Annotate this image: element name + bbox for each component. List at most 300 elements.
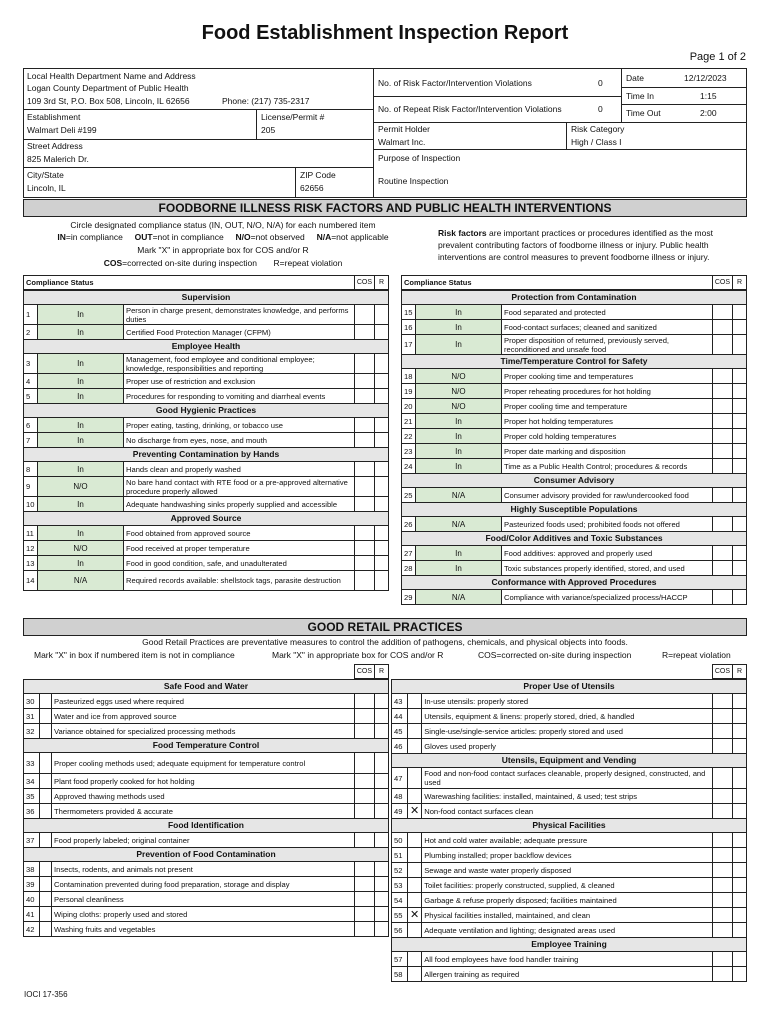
city-value: Lincoln, IL (27, 183, 66, 193)
violation-checkbox[interactable] (408, 952, 422, 967)
compliance-status[interactable]: In (38, 354, 124, 374)
compliance-status[interactable]: In (38, 556, 124, 571)
cos-checkbox[interactable] (713, 459, 733, 474)
repeat-checkbox[interactable] (733, 878, 747, 893)
cos-checkbox[interactable] (713, 893, 733, 908)
violation-checkbox[interactable] (408, 694, 422, 709)
item-description: No bare hand contact with RTE food or a pre-approved alternative procedure properly allowed (124, 477, 355, 497)
repeat-checkbox[interactable] (733, 369, 747, 384)
retail-item-row (24, 753, 389, 774)
lhd-label: Local Health Department Name and Address (27, 71, 196, 81)
cos-checkbox[interactable] (713, 908, 733, 923)
item-description: Proper use of restriction and exclusion (124, 374, 355, 389)
repeat-checkbox[interactable] (375, 354, 389, 374)
item-number: 18 (402, 369, 416, 384)
risk-item-row (24, 418, 389, 433)
repeat-checkbox[interactable] (375, 389, 389, 404)
item-description: Time as a Public Health Control; procedures & records (502, 459, 713, 474)
cos-checkbox[interactable] (355, 325, 375, 340)
cos-header: COS (354, 276, 374, 290)
cos-checkbox[interactable] (355, 907, 375, 922)
item-description: Toxic substances properly identified, stored, and used (502, 561, 713, 576)
repeat-checkbox[interactable] (375, 462, 389, 477)
repeat-checkbox[interactable] (733, 414, 747, 429)
repeat-checkbox[interactable] (733, 833, 747, 848)
good-instr-1: Good Retail Practices are preventative measures to control the addition of pathogens, chemicals, and physical objects into foods. (142, 637, 628, 647)
cos-checkbox[interactable] (713, 768, 733, 789)
cos-checkbox[interactable] (355, 556, 375, 571)
retail-item-row (24, 833, 389, 848)
item-number: 49 (392, 804, 408, 819)
repeat-checkbox[interactable] (375, 556, 389, 571)
repeat-checkbox[interactable] (733, 459, 747, 474)
item-description: Hot and cold water available; adequate pressure (422, 833, 713, 848)
cos-checkbox[interactable] (713, 488, 733, 503)
section-heading: Good Hygienic Practices (24, 404, 389, 418)
item-description: Required records available: shellstock tags, parasite destruction (124, 571, 355, 591)
repeat-checkbox[interactable] (733, 384, 747, 399)
cos-checkbox[interactable] (713, 923, 733, 938)
item-number: 56 (392, 923, 408, 938)
retail-item-row (24, 724, 389, 739)
cos-checkbox[interactable] (355, 374, 375, 389)
item-number: 46 (392, 739, 408, 754)
cos-checkbox[interactable] (355, 753, 375, 774)
violation-checkbox[interactable] (408, 768, 422, 789)
item-number: 2 (24, 325, 38, 340)
repeat-checkbox[interactable] (733, 908, 747, 923)
section-heading: Protection from Contamination (402, 291, 747, 305)
retail-item-row (392, 694, 747, 709)
cos-header: COS (712, 276, 732, 290)
lhd-phone: Phone: (217) 735-2317 (222, 96, 310, 106)
compliance-status[interactable]: In (416, 305, 502, 320)
compliance-status[interactable]: N/O (38, 477, 124, 497)
repeat-checkbox[interactable] (733, 768, 747, 789)
repeat-checkbox[interactable] (733, 488, 747, 503)
violation-checkbox[interactable] (40, 724, 52, 739)
item-description: Proper eating, tasting, drinking, or tobacco use (124, 418, 355, 433)
item-description: Proper disposition of returned, previously served, reconditioned and unsafe food (502, 335, 713, 355)
item-number: 6 (24, 418, 38, 433)
lhd-address: 109 3rd St, P.O. Box 508, Lincoln, IL 62656 (27, 96, 190, 106)
violation-checkbox[interactable] (408, 923, 422, 938)
repeat-checkbox[interactable] (733, 429, 747, 444)
repeat-checkbox[interactable] (733, 893, 747, 908)
risk-instr-2: IN=in compliance OUT=not in compliance N/O=not observed N/A=not applicable (57, 232, 389, 242)
item-description: Food and non-food contact surfaces cleanable, properly designed, constructed, and used (422, 768, 713, 789)
compliance-status[interactable]: In (38, 526, 124, 541)
item-description: Food obtained from approved source (124, 526, 355, 541)
repeat-checkbox[interactable] (733, 694, 747, 709)
risk-item-row (24, 374, 389, 389)
cos-checkbox[interactable] (355, 709, 375, 724)
risk-item-row (24, 571, 389, 591)
compliance-status[interactable]: In (38, 325, 124, 340)
cos-checkbox[interactable] (713, 335, 733, 355)
retail-item-row (24, 709, 389, 724)
item-description: Gloves used properly (422, 739, 713, 754)
good-instr-2d: R=repeat violation (662, 650, 731, 660)
item-description: Food-contact surfaces; cleaned and sanitized (502, 320, 713, 335)
item-number: 11 (24, 526, 38, 541)
violation-checkbox[interactable] (40, 907, 52, 922)
item-number: 13 (24, 556, 38, 571)
compliance-status[interactable]: In (416, 561, 502, 576)
item-number: 51 (392, 848, 408, 863)
license-label: License/Permit # (261, 112, 325, 122)
cos-checkbox[interactable] (355, 497, 375, 512)
item-number: 30 (24, 694, 40, 709)
item-description: No discharge from eyes, nose, and mouth (124, 433, 355, 448)
repeat-checkbox[interactable] (733, 335, 747, 355)
repeat-checkbox[interactable] (733, 739, 747, 754)
permit-holder-value: Walmart Inc. (378, 137, 426, 147)
item-number: 16 (402, 320, 416, 335)
item-number: 58 (392, 967, 408, 982)
risk-item-row (402, 517, 747, 532)
cos-checkbox[interactable] (713, 724, 733, 739)
compliance-status[interactable]: In (38, 433, 124, 448)
violation-checkbox[interactable] (408, 833, 422, 848)
repeat-checkbox[interactable] (733, 967, 747, 982)
violation-checkbox[interactable] (40, 789, 52, 804)
violation-checkbox[interactable]: ✕ (408, 804, 422, 819)
good-instr-2a: Mark "X" in box if numbered item is not in compliance (34, 650, 235, 660)
item-description: Non-food contact surfaces clean (422, 804, 713, 819)
cos-checkbox[interactable] (355, 305, 375, 325)
violation-checkbox[interactable] (40, 922, 52, 937)
item-number: 55 (392, 908, 408, 923)
repeat-checkbox[interactable] (375, 325, 389, 340)
item-number: 29 (402, 590, 416, 605)
repeat-checkbox[interactable] (375, 418, 389, 433)
section-heading: Safe Food and Water (24, 680, 389, 694)
violation-checkbox[interactable] (40, 753, 52, 774)
compliance-status[interactable]: In (38, 462, 124, 477)
cos-header: COS (354, 665, 374, 679)
street-label: Street Address (27, 141, 83, 151)
repeat-checkbox[interactable] (733, 590, 747, 605)
city-label: City/State (27, 170, 64, 180)
right-good-header (391, 664, 747, 679)
item-number: 10 (24, 497, 38, 512)
item-description: Adequate handwashing sinks properly supplied and accessible (124, 497, 355, 512)
cos-checkbox[interactable] (713, 399, 733, 414)
repeat-checkbox[interactable] (733, 517, 747, 532)
repeat-checkbox[interactable] (733, 724, 747, 739)
risk-item-row (402, 414, 747, 429)
risk-item-row (24, 526, 389, 541)
cos-checkbox[interactable] (713, 804, 733, 819)
repeat-checkbox[interactable] (375, 774, 389, 789)
cos-checkbox[interactable] (713, 429, 733, 444)
cos-checkbox[interactable] (713, 384, 733, 399)
item-description: Consumer advisory provided for raw/undercooked food (502, 488, 713, 503)
risk-category-label: Risk Category (571, 124, 625, 134)
item-description: Food additives: approved and properly used (502, 546, 713, 561)
time-out-value: 2:00 (700, 108, 717, 118)
item-description: Plumbing installed; proper backflow devices (422, 848, 713, 863)
repeat-checkbox[interactable] (375, 724, 389, 739)
compliance-status[interactable]: N/O (416, 369, 502, 384)
cos-checkbox[interactable] (713, 305, 733, 320)
cos-checkbox[interactable] (355, 877, 375, 892)
violation-checkbox[interactable] (40, 877, 52, 892)
compliance-status[interactable]: In (38, 374, 124, 389)
repeat-checkbox[interactable] (375, 892, 389, 907)
compliance-status[interactable]: In (416, 335, 502, 355)
cos-checkbox[interactable] (355, 774, 375, 789)
violation-checkbox[interactable] (408, 863, 422, 878)
repeat-checkbox[interactable] (375, 497, 389, 512)
section-heading: Preventing Contamination by Hands (24, 448, 389, 462)
compliance-status[interactable]: N/A (38, 571, 124, 591)
repeat-checkbox[interactable] (375, 433, 389, 448)
item-number: 26 (402, 517, 416, 532)
repeat-checkbox[interactable] (375, 907, 389, 922)
cos-checkbox[interactable] (713, 709, 733, 724)
repeat-checkbox[interactable] (733, 399, 747, 414)
repeat-checkbox[interactable] (733, 561, 747, 576)
risk-instr-4: COS=corrected on-site during inspection R=repeat violation (103, 258, 343, 268)
compliance-status[interactable]: In (38, 389, 124, 404)
repeat-checkbox[interactable] (375, 753, 389, 774)
risk-category-value: High / Class I (571, 137, 622, 147)
cos-checkbox[interactable] (713, 952, 733, 967)
cos-checkbox[interactable] (355, 462, 375, 477)
repeat-checkbox[interactable] (733, 546, 747, 561)
repeat-checkbox[interactable] (375, 305, 389, 325)
r-header: R (375, 276, 389, 290)
repeat-checkbox[interactable] (375, 571, 389, 591)
risk-item-row (402, 429, 747, 444)
violation-checkbox[interactable] (40, 804, 52, 819)
cos-checkbox[interactable] (713, 561, 733, 576)
cos-checkbox[interactable] (355, 389, 375, 404)
violation-checkbox[interactable] (40, 833, 52, 848)
right-compliance-header (401, 275, 747, 290)
violation-checkbox[interactable]: ✕ (408, 908, 422, 923)
item-description: Proper date marking and disposition (502, 444, 713, 459)
cos-checkbox[interactable] (355, 571, 375, 591)
repeat-checkbox[interactable] (375, 477, 389, 497)
zip-label: ZIP Code (300, 170, 336, 180)
cos-checkbox[interactable] (713, 967, 733, 982)
compliance-status[interactable]: In (416, 414, 502, 429)
risk-item-row (402, 384, 747, 399)
violation-checkbox[interactable] (408, 724, 422, 739)
repeat-checkbox[interactable] (733, 709, 747, 724)
item-number: 38 (24, 862, 40, 877)
risk-item-row (402, 369, 747, 384)
item-number: 36 (24, 804, 40, 819)
compliance-status[interactable]: N/A (416, 488, 502, 503)
violation-checkbox[interactable] (408, 739, 422, 754)
item-number: 39 (24, 877, 40, 892)
cos-checkbox[interactable] (713, 848, 733, 863)
repeat-violations-value: 0 (598, 104, 603, 114)
item-description: Physical facilities installed, maintained, and clean (422, 908, 713, 923)
cos-checkbox[interactable] (713, 694, 733, 709)
repeat-checkbox[interactable] (375, 374, 389, 389)
r-header: R (733, 276, 747, 290)
cos-checkbox[interactable] (355, 804, 375, 819)
permit-holder-label: Permit Holder (378, 124, 430, 134)
retail-item-row (24, 804, 389, 819)
cos-checkbox[interactable] (713, 878, 733, 893)
cos-checkbox[interactable] (355, 922, 375, 937)
cos-checkbox[interactable] (713, 320, 733, 335)
establishment-label: Establishment (27, 112, 81, 122)
time-in-label: Time In (626, 91, 655, 101)
item-number: 40 (24, 892, 40, 907)
violation-checkbox[interactable] (40, 892, 52, 907)
compliance-status[interactable]: In (416, 320, 502, 335)
repeat-checkbox[interactable] (733, 848, 747, 863)
risk-item-row (24, 541, 389, 556)
repeat-checkbox[interactable] (375, 862, 389, 877)
compliance-status[interactable]: In (38, 305, 124, 325)
compliance-status[interactable]: N/O (416, 399, 502, 414)
item-description: Proper cooling methods used; adequate equipment for temperature control (52, 753, 355, 774)
repeat-checkbox[interactable] (375, 709, 389, 724)
item-number: 7 (24, 433, 38, 448)
compliance-status[interactable]: In (38, 497, 124, 512)
violation-checkbox[interactable] (408, 789, 422, 804)
repeat-checkbox[interactable] (375, 694, 389, 709)
repeat-checkbox[interactable] (375, 541, 389, 556)
item-number: 3 (24, 354, 38, 374)
risk-item-row (24, 354, 389, 374)
repeat-violations-label: No. of Repeat Risk Factor/Intervention Violations (378, 104, 562, 114)
cos-checkbox[interactable] (713, 444, 733, 459)
repeat-checkbox[interactable] (375, 833, 389, 848)
repeat-checkbox[interactable] (733, 444, 747, 459)
item-number: 4 (24, 374, 38, 389)
violation-checkbox[interactable] (40, 709, 52, 724)
item-number: 22 (402, 429, 416, 444)
item-description: In-use utensils: properly stored (422, 694, 713, 709)
repeat-checkbox[interactable] (375, 789, 389, 804)
retail-item-row (24, 877, 389, 892)
cos-checkbox[interactable] (713, 833, 733, 848)
retail-item-row (392, 709, 747, 724)
compliance-status[interactable]: N/O (38, 541, 124, 556)
section-heading: Supervision (24, 291, 389, 305)
compliance-status[interactable]: N/A (416, 590, 502, 605)
violation-checkbox[interactable] (40, 774, 52, 789)
repeat-checkbox[interactable] (733, 320, 747, 335)
cos-checkbox[interactable] (355, 354, 375, 374)
violation-checkbox[interactable] (40, 694, 52, 709)
violation-checkbox[interactable] (408, 709, 422, 724)
item-description: Proper cold holding temperatures (502, 429, 713, 444)
section-heading: Proper Use of Utensils (392, 680, 747, 694)
risk-item-row (24, 389, 389, 404)
repeat-checkbox[interactable] (375, 526, 389, 541)
compliance-status[interactable]: In (416, 459, 502, 474)
cos-checkbox[interactable] (355, 694, 375, 709)
repeat-checkbox[interactable] (733, 789, 747, 804)
cos-checkbox[interactable] (355, 477, 375, 497)
repeat-checkbox[interactable] (733, 804, 747, 819)
repeat-checkbox[interactable] (733, 952, 747, 967)
cos-checkbox[interactable] (355, 418, 375, 433)
violation-checkbox[interactable] (40, 862, 52, 877)
repeat-checkbox[interactable] (375, 877, 389, 892)
cos-checkbox[interactable] (355, 541, 375, 556)
item-description: Compliance with variance/specialized process/HACCP (502, 590, 713, 605)
item-description: Water and ice from approved source (52, 709, 355, 724)
good-instr-2b: Mark "X" in appropriate box for COS and/or R (272, 650, 444, 660)
cos-checkbox[interactable] (713, 369, 733, 384)
cos-checkbox[interactable] (713, 789, 733, 804)
repeat-checkbox[interactable] (733, 923, 747, 938)
cos-checkbox[interactable] (355, 833, 375, 848)
section-heading: Time/Temperature Control for Safety (402, 355, 747, 369)
cos-checkbox[interactable] (713, 546, 733, 561)
cos-checkbox[interactable] (355, 724, 375, 739)
compliance-status[interactable]: In (416, 444, 502, 459)
violation-checkbox[interactable] (408, 967, 422, 982)
cos-checkbox[interactable] (355, 862, 375, 877)
cos-checkbox[interactable] (713, 517, 733, 532)
page-number: Page 1 of 2 (689, 51, 746, 63)
compliance-status[interactable]: In (416, 429, 502, 444)
form-number: IOCI 17-356 (24, 990, 68, 999)
compliance-status[interactable]: N/A (416, 517, 502, 532)
item-number: 32 (24, 724, 40, 739)
left-risk-table (23, 290, 389, 591)
violation-checkbox[interactable] (408, 848, 422, 863)
violation-checkbox[interactable] (408, 893, 422, 908)
retail-item-row (24, 789, 389, 804)
cos-checkbox[interactable] (355, 433, 375, 448)
cos-checkbox[interactable] (355, 789, 375, 804)
retail-item-row (24, 774, 389, 789)
risk-instr-3: Mark "X" in appropriate box for COS and/or R (137, 245, 309, 255)
item-description: Management, food employee and conditional employee; knowledge, responsibilities and reporting (124, 354, 355, 374)
cos-header: COS (712, 665, 732, 679)
repeat-checkbox[interactable] (375, 804, 389, 819)
cos-checkbox[interactable] (713, 739, 733, 754)
item-number: 37 (24, 833, 40, 848)
compliance-status[interactable]: In (416, 546, 502, 561)
retail-item-row (392, 768, 747, 789)
repeat-checkbox[interactable] (733, 863, 747, 878)
item-number: 45 (392, 724, 408, 739)
section-heading: Employee Training (392, 938, 747, 952)
compliance-status[interactable]: N/O (416, 384, 502, 399)
repeat-checkbox[interactable] (375, 922, 389, 937)
item-number: 20 (402, 399, 416, 414)
item-description: Proper reheating procedures for hot holding (502, 384, 713, 399)
item-description: Utensils, equipment & linens: properly stored, dried, & handled (422, 709, 713, 724)
establishment-value: Walmart Deli #199 (27, 125, 97, 135)
cos-checkbox[interactable] (713, 863, 733, 878)
repeat-checkbox[interactable] (733, 305, 747, 320)
item-number: 8 (24, 462, 38, 477)
compliance-status[interactable]: In (38, 418, 124, 433)
item-description: Plant food properly cooked for hot holding (52, 774, 355, 789)
cos-checkbox[interactable] (713, 414, 733, 429)
cos-checkbox[interactable] (355, 892, 375, 907)
cos-checkbox[interactable] (355, 526, 375, 541)
violation-checkbox[interactable] (408, 878, 422, 893)
cos-checkbox[interactable] (713, 590, 733, 605)
retail-item-row (392, 878, 747, 893)
